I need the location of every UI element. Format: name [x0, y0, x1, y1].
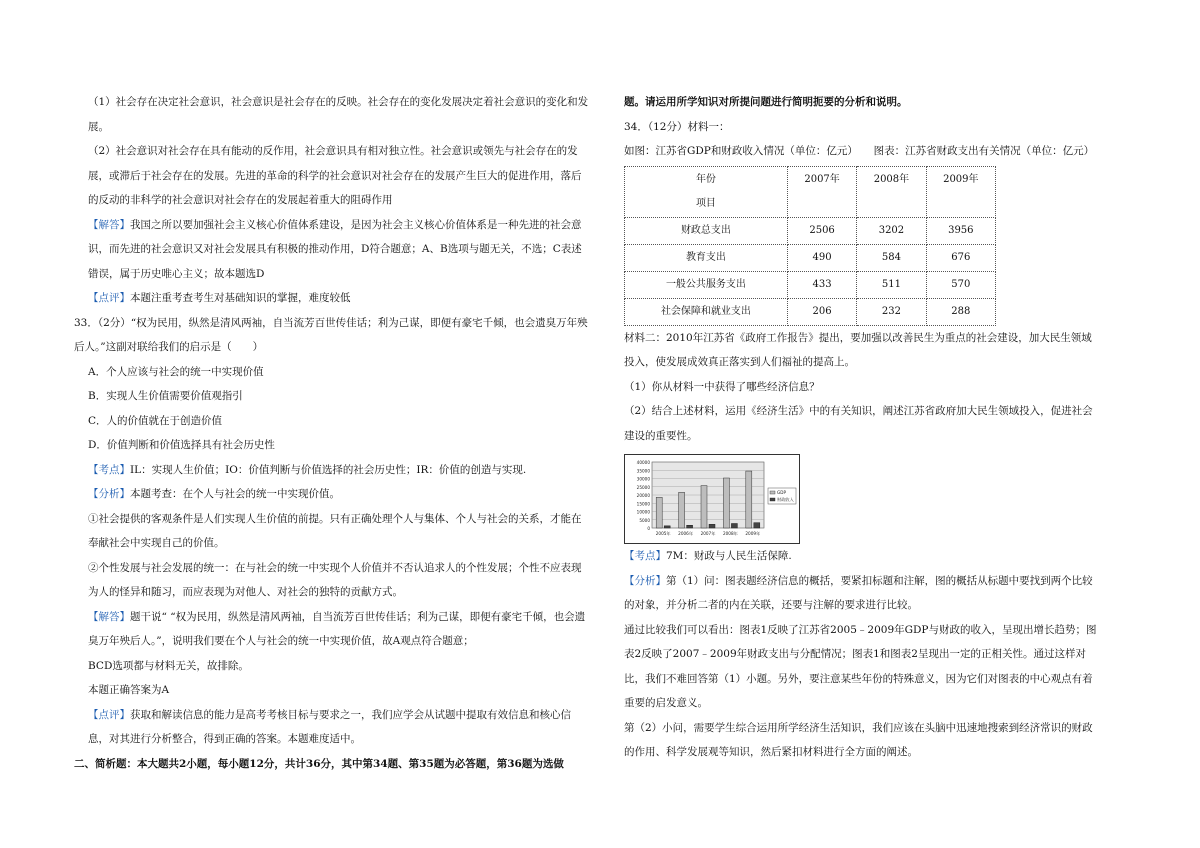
paragraph-text: 题。请运用所学知识对所提问题进行简明扼要的分析和说明。	[624, 96, 908, 108]
paragraph-text: 如图：江苏省GDP和财政收入情况（单位：亿元） 图表：江苏省财政支出有关情况（单位：亿元）	[624, 145, 1095, 157]
revenue-bar	[731, 523, 737, 528]
fiscal-expenditure-table	[624, 166, 996, 326]
right-mid-paragraph	[624, 326, 1100, 375]
answer-tag: 【点评】	[88, 708, 130, 721]
paragraph-text: 7M：财政与人民生活保障.	[666, 550, 792, 562]
table-row	[625, 244, 996, 271]
left-paragraph	[88, 703, 590, 752]
left-paragraph	[88, 556, 590, 605]
answer-tag: 【考点】	[624, 550, 666, 562]
year-header: 2009年	[926, 166, 995, 217]
paragraph-text: 本题正确答案为A	[88, 684, 170, 696]
paragraph-text: （1）社会存在决定社会意识，社会意识是社会存在的反映。社会存在的变化发展决定着社会意识的变化和发展。	[88, 96, 589, 133]
paragraph-text: BCD选项都与材料无关，故排除。	[88, 659, 249, 672]
y-tick-label: 40000	[636, 460, 650, 465]
x-tick-label: 2008年	[722, 531, 738, 536]
table-cell: 490	[787, 244, 856, 271]
row-label: 一般公共服务支出	[625, 271, 788, 298]
paragraph-text: 题干说“ “权为民用，纵然是清风两袖，自当流芳百世传佳话；利为己谋，即便有豪宅千倾，也会遗臭万年殃后人。”，说明我们要在个人与社会的统一中实现价值，故A观点符合题意；	[88, 610, 586, 647]
left-paragraph	[88, 384, 590, 409]
right-bottom-paragraph	[624, 618, 1100, 716]
legend-label: 财政收入	[777, 497, 794, 502]
question-34-header	[624, 90, 1100, 164]
y-tick-label: 15000	[636, 501, 650, 507]
answer-tag: 【分析】	[624, 574, 666, 587]
table-cell: 2506	[787, 217, 856, 244]
left-paragraph	[88, 360, 590, 385]
paragraph-text: ②个性发展与社会发展的统一：在与社会的统一中实现个人价值并不否认追求人的个性发展；个性不应表现为人的怪异和随习，而应表现为对他人、对社会的独特的贡献方式。	[88, 561, 582, 598]
paragraph-text: D．价值判断和价值选择具有社会历史性	[88, 439, 275, 451]
left-paragraph	[88, 90, 590, 139]
table-row	[625, 271, 996, 298]
table-header-cell	[625, 166, 788, 217]
answer-tag: 【考点】	[88, 463, 130, 476]
revenue-bar	[664, 526, 670, 528]
left-paragraph	[88, 507, 590, 556]
gdp-bar	[701, 486, 707, 528]
left-paragraph	[88, 605, 590, 654]
left-paragraph	[88, 433, 590, 458]
left-paragraph	[88, 286, 590, 311]
paragraph-text: ①社会提供的客观条件是人们实现人生价值的前提。只有正确处理个人与集体、个人与社会的关系，才能在奉献社会中实现自己的价值。	[88, 512, 582, 549]
table-cell: 3202	[857, 217, 926, 244]
paragraph-text: 获取和解读信息的能力是高考考核目标与要求之一，我们应学会从试题中提取有效信息和核心信息，对其进行分析整合，得到正确的答案。本题难度适中。	[88, 708, 571, 745]
paragraph-text: 材料二：2010年江苏省《政府工作报告》提出，要加强以改善民生为重点的社会建设，加大民生领域投入，使发展成效真正落实到人们福祉的提高上。	[624, 331, 1092, 368]
y-tick-label: 10000	[636, 509, 650, 515]
paragraph-text: B．实现人生价值需要价值观指引	[88, 390, 243, 402]
table-cell: 433	[787, 271, 856, 298]
paragraph-text: 通过比较我们可以看出：图表1反映了江苏省2005﹣2009年GDP与财政的收入，呈现出增长趋势；图表2反映了2007﹣2009年财政支出与分配情况；图表1和图表2呈现出一定的正相关性。通过这样对比，我们不难回答第（1）小题。另外，要注意某些年份的特殊意义，因为它们对图表的中心观点有着重要的启发意义。	[624, 623, 1097, 709]
left-paragraph	[88, 654, 590, 679]
paragraph-text: 33．（2分）“权为民用，纵然是清风两袖，自当流芳百世传佳话；利为己谋，即便有豪宅千倾，也会遗臭万年殃后人。”这副对联给我们的启示是（ ）	[74, 316, 588, 353]
y-tick-label: 20000	[636, 493, 650, 498]
y-tick-label: 0	[647, 526, 650, 531]
revenue-bar	[709, 524, 715, 528]
gdp-bar	[723, 478, 729, 528]
table-cell: 584	[857, 244, 926, 271]
row-label: 财政总支出	[625, 217, 788, 244]
gdp-revenue-bar-chart	[624, 454, 800, 544]
left-column	[74, 90, 590, 776]
y-tick-label: 35000	[636, 468, 650, 474]
table-cell: 206	[787, 298, 856, 325]
right-top-paragraph	[624, 90, 1100, 115]
paragraph-text: 二、简析题：本大题共2小题，每小题12分，共计36分，其中第34题、第35题为必答题，第36题为选做	[74, 757, 564, 770]
paragraph-text: 本题考查：在个人与社会的统一中实现价值。	[130, 488, 340, 500]
left-paragraph	[88, 678, 590, 703]
answer-tag: 【解答】	[88, 218, 130, 231]
paragraph-text: 我国之所以要加强社会主义核心价值体系建设，是因为社会主义核心价值体系是一种先进的社会意识，而先进的社会意识又对社会发展具有积极的推动作用，D符合题意；A、B选项与题无关，不选；C表述错误，属于历史唯心主义；故本题选D	[88, 218, 582, 280]
paragraph-text: A．个人应该与社会的统一中实现价值	[88, 365, 264, 378]
left-paragraph	[88, 139, 590, 213]
table-cell: 288	[926, 298, 995, 325]
table-row	[625, 298, 996, 325]
right-column	[624, 90, 1100, 765]
header-item-label: 项目	[695, 197, 716, 209]
gdp-bar	[679, 492, 685, 528]
header-year-label: 年份	[695, 173, 716, 185]
paragraph-text: 第（1）问：图表题经济信息的概括，要紧扣标题和注解，图的概括从标题中要找到两个比较的对象，并分析二者的内在关联，还要与注解的要求进行比较。	[624, 574, 1093, 611]
paragraph-text: （1）你从材料一中获得了哪些经济信息？	[624, 380, 820, 393]
right-top-paragraph	[624, 115, 1100, 140]
answer-tag: 【点评】	[88, 292, 130, 304]
right-mid-paragraph	[624, 375, 1100, 400]
table-cell: 511	[857, 271, 926, 298]
paragraph-text: C．人的价值就在于创造价值	[88, 414, 223, 427]
legend-label: GDP	[777, 490, 786, 495]
revenue-bar	[754, 523, 760, 528]
material-two	[624, 326, 1100, 449]
answer-tag: 【解答】	[88, 610, 130, 623]
paragraph-text: 本题注重考查考生对基础知识的掌握，难度较低	[130, 292, 351, 304]
left-paragraph	[88, 482, 590, 507]
table-cell: 676	[926, 244, 995, 271]
year-header: 2008年	[857, 166, 926, 217]
revenue-bar	[687, 525, 693, 528]
year-header: 2007年	[787, 166, 856, 217]
gdp-bar	[746, 471, 752, 528]
left-paragraph	[88, 458, 590, 483]
gdp-bar	[656, 497, 662, 528]
left-paragraph	[74, 311, 590, 360]
legend-swatch	[770, 491, 775, 494]
table-cell: 232	[857, 298, 926, 325]
legend-swatch	[770, 498, 775, 501]
right-mid-paragraph	[624, 399, 1100, 448]
table-row	[625, 217, 996, 244]
left-paragraph	[74, 752, 590, 777]
right-bottom-paragraph	[624, 569, 1100, 618]
left-paragraph	[88, 409, 590, 434]
answer-tag: 【分析】	[88, 488, 130, 500]
left-paragraph	[88, 213, 590, 287]
paragraph-text: 34．（12分）材料一：	[624, 120, 730, 133]
right-top-paragraph	[624, 139, 1100, 164]
paragraph-text: IL：实现人生价值；IO：价值判断与价值选择的社会历史性；IR：价值的创造与实现.	[130, 463, 527, 476]
table-cell: 3956	[926, 217, 995, 244]
row-label: 教育支出	[625, 244, 788, 271]
table-cell: 570	[926, 271, 995, 298]
paragraph-text: （2）结合上述材料，运用《经济生活》中的有关知识，阐述江苏省政府加大民生领域投入，促进社会建设的重要性。	[624, 405, 1093, 442]
paragraph-text: （2）社会意识对社会存在具有能动的反作用，社会意识具有相对独立性。社会意识或领先与社会存在的发展，或滞后于社会存在的发展。先进的革命的科学的社会意识对社会存在的发展产生巨大的促进作用，落后的反动的非科学的社会意识对社会存在的发展起着重大的阻碍作用	[88, 145, 582, 206]
answer-analysis	[624, 544, 1100, 765]
y-tick-label: 25000	[636, 484, 650, 490]
x-tick-label: 2006年	[678, 531, 694, 536]
row-label: 社会保障和就业支出	[625, 298, 788, 325]
y-tick-label: 30000	[636, 476, 650, 482]
x-tick-label: 2007年	[700, 531, 716, 536]
right-bottom-paragraph	[624, 544, 1100, 569]
x-tick-label: 2009年	[745, 531, 761, 536]
paragraph-text: 第（2）小问，需要学生综合运用所学经济生活知识，我们应该在头脑中迅速地搜索到经济常识的财政的作用、科学发展观等知识，然后紧扣材料进行全方面的阐述。	[624, 721, 1093, 758]
right-bottom-paragraph	[624, 716, 1100, 765]
x-tick-label: 2005年	[655, 531, 671, 536]
y-tick-label: 5000	[639, 517, 650, 523]
